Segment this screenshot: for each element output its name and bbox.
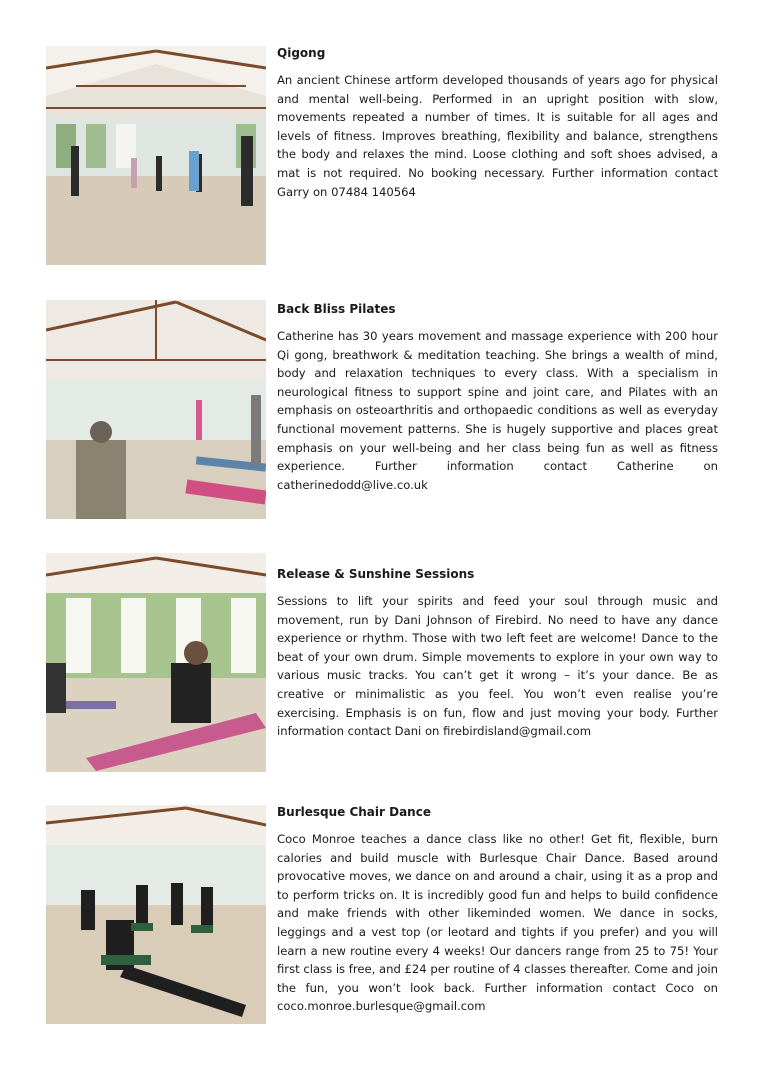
qigong-photo: [46, 46, 266, 265]
section-body: Sessions to lift your spirits and feed your soul through music and movement, run by Dani Johnson of Firebird. No need to have any dance experience or rhythm. Those with two left feet are welcome! Dance to the beat of your own drum. Simple movements to explore in your own way to various music tracks. You can’t get it wrong – it’s your dance. Be as creative or minimalistic as you feel. You won’t even realise you’re exercising. Emphasis is on fun, flow and just moving your body. Further information contact Dani on firebirdisland@gmail.com: [277, 594, 718, 739]
section-title: Burlesque Chair Dance: [277, 805, 431, 819]
section-body: Catherine has 30 years movement and massage experience with 200 hour Qi gong, breathwork & meditation teaching. She brings a wealth of mind, body and relaxation techniques to every class. With a specialism in neurological fitness to support spine and joint care, and Pilates with an emphasis on osteoarthritis and orthopaedic conditions as well as everyday functional movement patterns. She is hugely supportive and places great emphasis on your well-being and her class being fun as well as fitness experience. Further information contact Catherine on catherinedodd@live.co.uk: [277, 329, 718, 492]
section-body: An ancient Chinese artform developed thousands of years ago for physical and mental well-being. Performed in an upright position with slow, movements repeated a number of times. It is suitable for all ages and levels of fitness. Improves breathing, flexibility and balance, strengthens the body and relaxes the mind. Loose clothing and soft shoes advised, a mat is not required. No booking necessary. Further information contact Garry on 07484 140564: [277, 73, 718, 199]
section-title: Release & Sunshine Sessions: [277, 567, 475, 581]
burlesque-photo: [46, 805, 266, 1024]
release-photo: [46, 553, 266, 772]
section-title: Qigong: [277, 46, 326, 60]
pilates-photo: [46, 300, 266, 519]
section-title: Back Bliss Pilates: [277, 302, 396, 316]
section-body: Coco Monroe teaches a dance class like no other! Get fit, flexible, burn calories and build muscle with Burlesque Chair Dance. Based around provocative moves, we dance on and around a chair, using it as a prop and to perform tricks on. It is incredibly good fun and helps to build confidence and make friends with other likeminded women. We dance in socks, leggings and a vest top (or leotard and tights if you prefer) and you will learn a new routine every 4 weeks! Our dancers range from 25 to 75! Your first class is free, and £24 per routine of 4 classes thereafter. Come and join the fun, you won’t look back. Further information contact Coco on coco.monroe.burlesque@gmail.com: [277, 832, 718, 1014]
